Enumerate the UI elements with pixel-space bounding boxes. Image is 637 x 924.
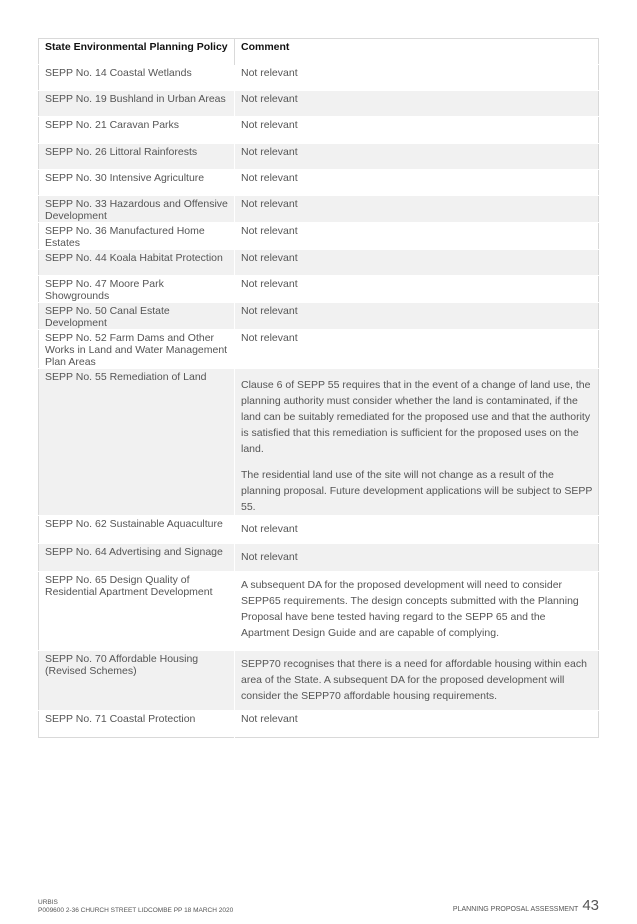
comment-cell bbox=[235, 223, 599, 250]
table-row bbox=[39, 651, 599, 711]
page-number: 43 bbox=[582, 897, 599, 914]
policy-cell: SEPP No. 55 Remediation of Land bbox=[39, 369, 235, 516]
comment-cell bbox=[235, 65, 599, 91]
comment-paragraph: Not relevant bbox=[241, 252, 298, 264]
table-header-row bbox=[39, 39, 599, 65]
comment-paragraph: Not relevant bbox=[241, 67, 298, 79]
footer-right bbox=[453, 898, 599, 913]
column-header-policy: State Environmental Planning Policy bbox=[39, 39, 235, 65]
comment-cell bbox=[235, 276, 599, 303]
comment-paragraph: Not relevant bbox=[241, 172, 298, 184]
comment-cell bbox=[235, 572, 599, 651]
footer-section: PLANNING PROPOSAL ASSESSMENT bbox=[452, 906, 579, 913]
comment-cell bbox=[235, 250, 599, 276]
comment-paragraph: Not relevant bbox=[241, 551, 298, 563]
footer-left bbox=[38, 899, 233, 915]
comment-paragraph: Not relevant bbox=[241, 225, 298, 237]
policy-cell: SEPP No. 71 Coastal Protection bbox=[39, 711, 235, 738]
policy-cell: SEPP No. 33 Hazardous and Offensive Development bbox=[39, 196, 235, 223]
policy-cell: SEPP No. 19 Bushland in Urban Areas bbox=[39, 91, 235, 117]
comment-paragraph: SEPP70 recognises that there is a need for affordable housing within each area of the State. A subsequent DA for the proposed development will consider the SEPP70 affordable housing requirements. bbox=[241, 658, 587, 702]
footer-company: URBIS bbox=[38, 899, 58, 906]
table-row bbox=[39, 250, 599, 276]
table-row bbox=[39, 303, 599, 330]
table-row bbox=[39, 144, 599, 170]
table-row bbox=[39, 544, 599, 572]
policy-cell: SEPP No. 52 Farm Dams and Other Works in Land and Water Management Plan Areas bbox=[39, 330, 235, 369]
comment-paragraph: Not relevant bbox=[241, 93, 298, 105]
comment-paragraph: Not relevant bbox=[241, 332, 298, 344]
comment-paragraph: Not relevant bbox=[241, 119, 298, 131]
comment-paragraph: The residential land use of the site will not change as a result of the planning proposal. Future development applications will be subject to SEPP 55. bbox=[241, 469, 593, 513]
policy-cell: SEPP No. 21 Caravan Parks bbox=[39, 117, 235, 144]
table-row bbox=[39, 117, 599, 144]
footer-reference: P009600 2-36 CHURCH STREET LIDCOMBE PP 18 MARCH 2020 bbox=[38, 907, 234, 914]
policy-cell: SEPP No. 44 Koala Habitat Protection bbox=[39, 250, 235, 276]
comment-cell bbox=[235, 330, 599, 369]
comment-paragraph: Clause 6 of SEPP 55 requires that in the event of a change of land use, the planning authority must consider whether the land is contaminated, if the land can be suitably remediated for the proposed use and that the authority is satisfied that this remediation is sufficient for the proposed uses on the land. bbox=[241, 379, 591, 455]
comment-cell bbox=[235, 144, 599, 170]
table-row bbox=[39, 170, 599, 196]
comment-cell bbox=[235, 91, 599, 117]
policy-cell: SEPP No. 14 Coastal Wetlands bbox=[39, 65, 235, 91]
table-row bbox=[39, 91, 599, 117]
table-row bbox=[39, 65, 599, 91]
comment-paragraph: Not relevant bbox=[241, 305, 298, 317]
comment-cell bbox=[235, 516, 599, 544]
comment-paragraph: Not relevant bbox=[241, 523, 298, 535]
policy-cell: SEPP No. 47 Moore Park Showgrounds bbox=[39, 276, 235, 303]
policy-cell: SEPP No. 30 Intensive Agriculture bbox=[39, 170, 235, 196]
table-row bbox=[39, 369, 599, 516]
comment-cell bbox=[235, 170, 599, 196]
policy-cell: SEPP No. 26 Littoral Rainforests bbox=[39, 144, 235, 170]
comment-cell bbox=[235, 196, 599, 223]
policy-cell: SEPP No. 62 Sustainable Aquaculture bbox=[39, 516, 235, 544]
sepp-table bbox=[38, 38, 599, 738]
comment-paragraph: Not relevant bbox=[241, 146, 298, 158]
policy-cell: SEPP No. 64 Advertising and Signage bbox=[39, 544, 235, 572]
policy-cell: SEPP No. 36 Manufactured Home Estates bbox=[39, 223, 235, 250]
policy-cell: SEPP No. 70 Affordable Housing (Revised Schemes) bbox=[39, 651, 235, 711]
comment-cell bbox=[235, 369, 599, 516]
table-row bbox=[39, 223, 599, 250]
policy-cell: SEPP No. 65 Design Quality of Residential Apartment Development bbox=[39, 572, 235, 651]
table-row bbox=[39, 572, 599, 651]
comment-paragraph: Not relevant bbox=[241, 278, 298, 290]
comment-cell bbox=[235, 651, 599, 711]
table-row bbox=[39, 276, 599, 303]
table-row bbox=[39, 330, 599, 369]
comment-paragraph: Not relevant bbox=[241, 198, 298, 210]
table-row bbox=[39, 516, 599, 544]
comment-cell bbox=[235, 117, 599, 144]
table-row bbox=[39, 196, 599, 223]
comment-cell bbox=[235, 544, 599, 572]
comment-cell bbox=[235, 303, 599, 330]
comment-paragraph: Not relevant bbox=[241, 713, 298, 725]
comment-cell bbox=[235, 711, 599, 738]
table-row bbox=[39, 711, 599, 738]
comment-paragraph: A subsequent DA for the proposed development will need to consider SEPP65 requirements. The design concepts submitted with the Planning Proposal have bene tested having regard to the SEPP 65 and the Apartment Design Guide and are capable of complying. bbox=[241, 579, 579, 639]
column-header-comment: Comment bbox=[235, 39, 599, 65]
policy-cell: SEPP No. 50 Canal Estate Development bbox=[39, 303, 235, 330]
